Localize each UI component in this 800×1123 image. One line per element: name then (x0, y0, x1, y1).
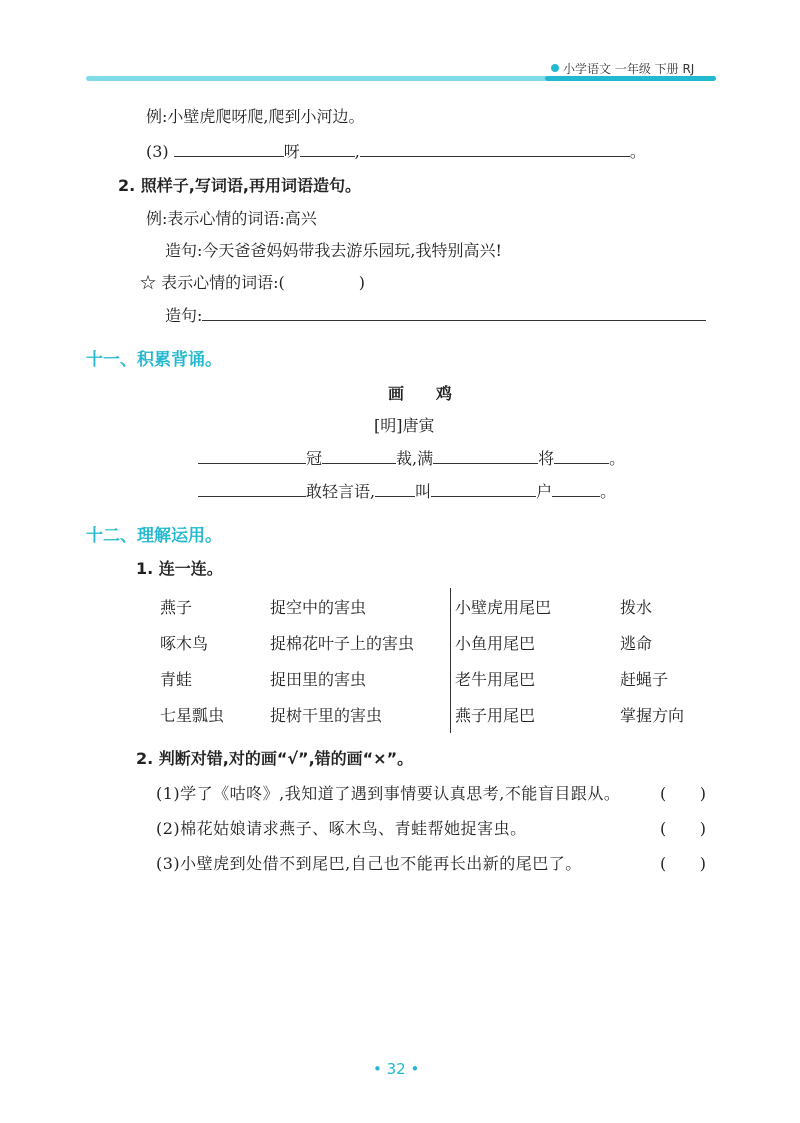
match-use[interactable]: 赶蝇子 (620, 669, 669, 689)
match-table (160, 588, 710, 732)
match-row (160, 696, 710, 732)
poem-blank-1c[interactable] (433, 462, 538, 464)
poem-blank-1a[interactable] (198, 462, 306, 464)
poem-line-2-b: 叫 (415, 482, 432, 501)
example-sentence-1: 例:小壁虎爬呀爬,爬到小河边。 (146, 107, 365, 126)
poem-title: 画 鸡 (388, 384, 453, 403)
match-use[interactable]: 逃命 (620, 633, 653, 653)
judge-item-2: (2)棉花姑娘请求燕子、啄木鸟、青蛙帮她捉害虫。 (156, 819, 527, 838)
match-task[interactable]: 捉树干里的害虫 (270, 705, 383, 725)
poem-line-2-c: 户 (536, 482, 553, 501)
match-animal[interactable]: 七星瓢虫 (160, 705, 225, 725)
blank-3a[interactable] (174, 155, 284, 157)
header-dot-icon (551, 64, 559, 72)
match-who[interactable]: 燕子用尾巴 (455, 705, 536, 725)
section-11-title: 十一、积累背诵。 (86, 350, 222, 370)
page-number: • 32 • (373, 1060, 420, 1078)
match-question-title: 1. 连一连。 (136, 559, 223, 578)
item-3-sep: , (354, 142, 360, 161)
match-divider (450, 588, 451, 733)
judge-answer-3[interactable]: ( ) (660, 854, 707, 873)
match-use[interactable]: 拨水 (620, 597, 653, 617)
poem-line-1-a: 冠 (306, 449, 323, 468)
poem-line-2 (198, 479, 616, 502)
item-3-prefix: (3) (146, 142, 169, 161)
sentence-blank[interactable] (202, 319, 706, 321)
poem-author: [明]唐寅 (374, 416, 435, 435)
match-row (160, 588, 710, 624)
star-prompt-close: ) (358, 273, 365, 292)
sentence-label: 造句: (165, 306, 203, 325)
poem-blank-1d[interactable] (554, 462, 609, 464)
poem-blank-2a[interactable] (198, 495, 306, 497)
item-3-mid: 呀 (283, 142, 300, 161)
example-2-sentence: 造句:今天爸爸妈妈带我去游乐园玩,我特别高兴! (165, 241, 502, 260)
poem-line-1 (198, 446, 625, 469)
judge-item-3: (3)小壁虎到处借不到尾巴,自己也不能再长出新的尾巴了。 (156, 854, 582, 873)
match-animal[interactable]: 啄木鸟 (160, 633, 209, 653)
match-who[interactable]: 老牛用尾巴 (455, 669, 536, 689)
match-animal[interactable]: 青蛙 (160, 669, 193, 689)
sentence-row (165, 303, 706, 326)
match-animal[interactable]: 燕子 (160, 597, 193, 617)
star-prompt-open: ☆ 表示心情的词语:( (140, 273, 285, 292)
poem-blank-1b[interactable] (322, 462, 396, 464)
poem-line-1-c: 将 (538, 449, 555, 468)
blank-3b[interactable] (300, 155, 355, 157)
poem-line-1-end: 。 (609, 449, 626, 468)
star-prompt (140, 270, 365, 293)
item-3-end: 。 (629, 142, 646, 161)
poem-blank-2c[interactable] (431, 495, 536, 497)
judge-answer-1[interactable]: ( ) (660, 784, 707, 803)
poem-blank-2b[interactable] (375, 495, 415, 497)
match-use[interactable]: 掌握方向 (620, 705, 685, 725)
judge-question-title: 2. 判断对错,对的画“√”,错的画“×”。 (136, 749, 414, 768)
match-who[interactable]: 小鱼用尾巴 (455, 633, 536, 653)
question-2-title: 2. 照样子,写词语,再用词语造句。 (118, 176, 361, 195)
poem-line-2-a: 敢轻言语, (306, 482, 376, 501)
item-3-row (146, 139, 646, 162)
match-row (160, 624, 710, 660)
poem-blank-2d[interactable] (552, 495, 600, 497)
match-who[interactable]: 小壁虎用尾巴 (455, 597, 552, 617)
section-12-title: 十二、理解运用。 (86, 526, 222, 546)
poem-line-1-b: 裁,满 (396, 449, 434, 468)
judge-answer-2[interactable]: ( ) (660, 819, 707, 838)
poem-line-2-end: 。 (600, 482, 617, 501)
match-task[interactable]: 捉空中的害虫 (270, 597, 367, 617)
blank-3c[interactable] (360, 155, 630, 157)
example-2: 例:表示心情的词语:高兴 (146, 209, 317, 228)
header-subject-label: 小学语文 一年级 下册 RJ (563, 62, 695, 76)
judge-item-1: (1)学了《咕咚》,我知道了遇到事情要认真思考,不能盲目跟从。 (156, 784, 621, 803)
match-row (160, 660, 710, 696)
match-task[interactable]: 捉田里的害虫 (270, 669, 367, 689)
match-task[interactable]: 捉棉花叶子上的害虫 (270, 633, 415, 653)
